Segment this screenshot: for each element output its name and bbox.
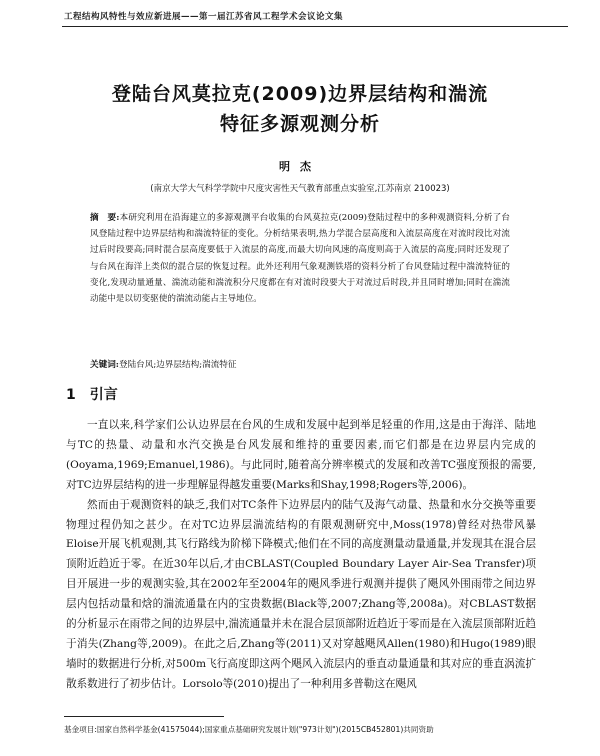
paper-title — [40, 79, 560, 139]
author-name: 明杰 — [279, 160, 321, 173]
section-title: 引言 — [89, 387, 118, 403]
keywords — [90, 358, 510, 370]
header-rule — [62, 26, 568, 27]
paragraph: 一直以来,科学家们公认边界层在台风的生成和发展中起到举足轻重的作用,这是由于海洋、陆地与TC的热量、动量和水汽交换是台风发展和维持的重要因素,而它们都是在边界层内完成的(Ooyama,1969;Emanuel,1986)。与此同时,随着高分辨率模式的发展和改善TC强度预报的需要,对TC边界层结构的进一步理解显得越发重要(Marks和Shay,1998;Rogers等,2006)。 — [66, 419, 536, 491]
paragraph: 然而由于观测资料的缺乏,我们对TC条件下边界层内的陆气及海气动量、热量和水分交换等重要物理过程仍知之甚少。在对TC边界层湍流结构的有限观测研究中,Moss(1978)曾经对热带风暴Eloise开展飞机观测,其飞行路线为阶梯下降模式;他们在不同的高度测量动量通量,并发现其在混合层顶附近趋近于零。在近30年以后,才由CBLAST(Coupled Boundary Layer Air-Sea Transfer)项目开展进一步的观测实验,其在2002年至2004年的飓风季进行观测并提供了飓风外围雨带之间边界层内包括动量和焓的湍流通量在内的宝贵数据(Black等,2007;Zhang等,2008a)。对CBLAST数据的分析显示在雨带之间的边界层中,湍流通量并未在混合层顶部附近趋近于零而是在入流层顶部附近趋于消失(Zhang等,2009)。在此之后,Zhang等(2011)又对穿越飓风Allen(1980)和Hugo(1989)眼墙时的数据进行分析,对500m飞行高度即这两个飓风入流层内的垂直动量通量和其对应的垂直涡流扩散系数进行了初步估计。Lorsolo等(2010)提出了一种利用多普勒这在飓风 — [66, 498, 536, 690]
footnote: 基金项目:国家自然科学基金(41575044);国家重点基础研究发展计划("973计划")(2015CB452801)共同资助 — [64, 725, 434, 734]
section-heading — [66, 384, 118, 404]
abstract-label: 摘 要: — [90, 213, 120, 223]
keywords-text: 登陆台风;边界层结构;湍流特征 — [118, 360, 237, 370]
section-number: 1 — [66, 387, 76, 403]
running-head: 工程结构风特性与效应新进展——第一届江苏省风工程学术会议论文集 — [64, 12, 344, 22]
body-text — [66, 416, 536, 695]
abstract-text: 本研究利用在沿海建立的多源观测平台收集的台风莫拉克(2009)登陆过程中的多种观测资料,分析了台风登陆过程中边界层结构和湍流特征的变化。分析结果表明,热力学混合层高度和入流层高度在对流时段比对流过后时段要高;同时混合层高度要低于入流层的高度,而最大切向风速的高度则高于入流层的高度;同时还发现了与台风在海洋上类似的混合层的恢复过程。此外还利用气象观测铁塔的资料分析了台风登陆过程中湍流特征的变化,发现动量通量、湍流动能和湍流积分尺度都在有对流时段要大于对流过后时段,并且同时增加;同时在湍流动能中是以切变驱使的湍流动能占主导地位。 — [90, 213, 510, 305]
keywords-label: 关键词: — [90, 360, 119, 370]
title-line-1: 登陆台风莫拉克(2009)边界层结构和湍流 — [111, 83, 489, 105]
title-line-2: 特征多源观测分析 — [219, 113, 380, 135]
author-affiliation: (南京大学大气科学学院中尺度灾害性天气教育部重点实验室,江苏南京 210023) — [150, 184, 450, 194]
footnote-rule — [64, 716, 224, 717]
abstract — [90, 210, 510, 307]
